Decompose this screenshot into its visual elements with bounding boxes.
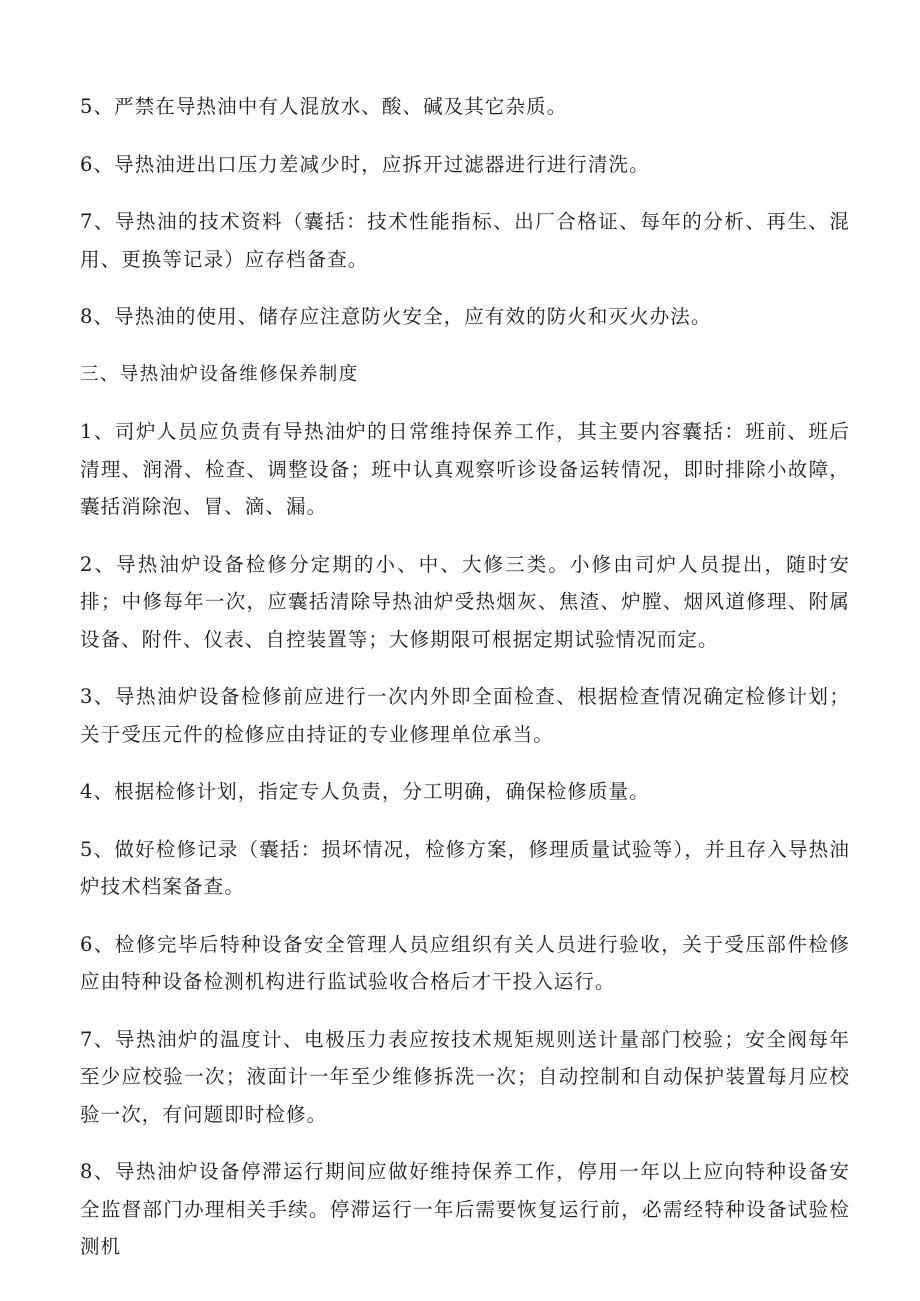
paragraph-filter-cleaning: 6、导热油进出口压力差减少时，应拆开过滤器进行进行清洗。 [80,152,650,176]
section-heading-maintenance: 三、导热油炉设备维修保养制度 [80,363,359,385]
document-page [80,88,850,1286]
paragraph-instrument-calibration: 7、导热油炉的温度计、电极压力表应按技术规矩规则送计量部门校验；安全阀每年至少应校验一次；液面计一年至少维修拆洗一次；自动控制和自动保护装置每月应校验一次，有问题即时检修。 [80,1027,850,1126]
paragraph-repair-responsibility: 4、根据检修计划，指定专人负责，分工明确，确保检修质量。 [80,780,650,803]
paragraph-acceptance: 6、检修完毕后特种设备安全管理人员应组织有关人员进行验收，关于受压部件检修应由特种设备检测机构进行监试验收合格后才干投入运行。 [80,932,850,993]
paragraph-technical-records: 7、导热油的技术资料（囊括：技术性能指标、出厂合格证、每年的分析、再生、混用、更换等记录）应存档备查。 [80,210,850,271]
paragraph-fire-safety: 8、导热油的使用、储存应注意防火安全，应有效的防火和灭火办法。 [80,305,712,328]
paragraph-pre-repair-inspection: 3、导热油炉设备检修前应进行一次内外即全面检查、根据检查情况确定检修计划；关于受压元件的检修应由持证的专业修理单位承当。 [80,685,850,746]
paragraph-oil-mixing-ban: 5、严禁在导热油中有人混放水、酸、碱及其它杂质。 [80,95,568,118]
paragraph-idle-maintenance: 8、导热油炉设备停滞运行期间应做好维持保养工作，停用一年以上应向特种设备安全监督部门办理相关手续。停滞运行一年后需要恢复运行前，必需经特种设备试验检测机 [80,1160,850,1258]
paragraph-daily-maintenance: 1、司炉人员应负责有导热油炉的日常维持保养工作，其主要内容囊括：班前、班后清理、润滑、检查、调整设备；班中认真观察听诊设备运转情况，即时排除小故障，囊括消除泡、冒、滴、漏。 [80,420,850,518]
paragraph-repair-records: 5、做好检修记录（囊括：损坏情况，检修方案，修理质量试验等），并且存入导热油炉技术档案备查。 [80,837,850,898]
paragraph-repair-classes: 2、导热油炉设备检修分定期的小、中、大修三类。小修由司炉人员提出，随时安排；中修每年一次，应囊括清除导热油炉受热烟灰、焦渣、炉膛、烟风道修理、附属设备、附件、仪表、自控装置等；大修期限可根据定期试验情况而定。 [80,552,850,651]
